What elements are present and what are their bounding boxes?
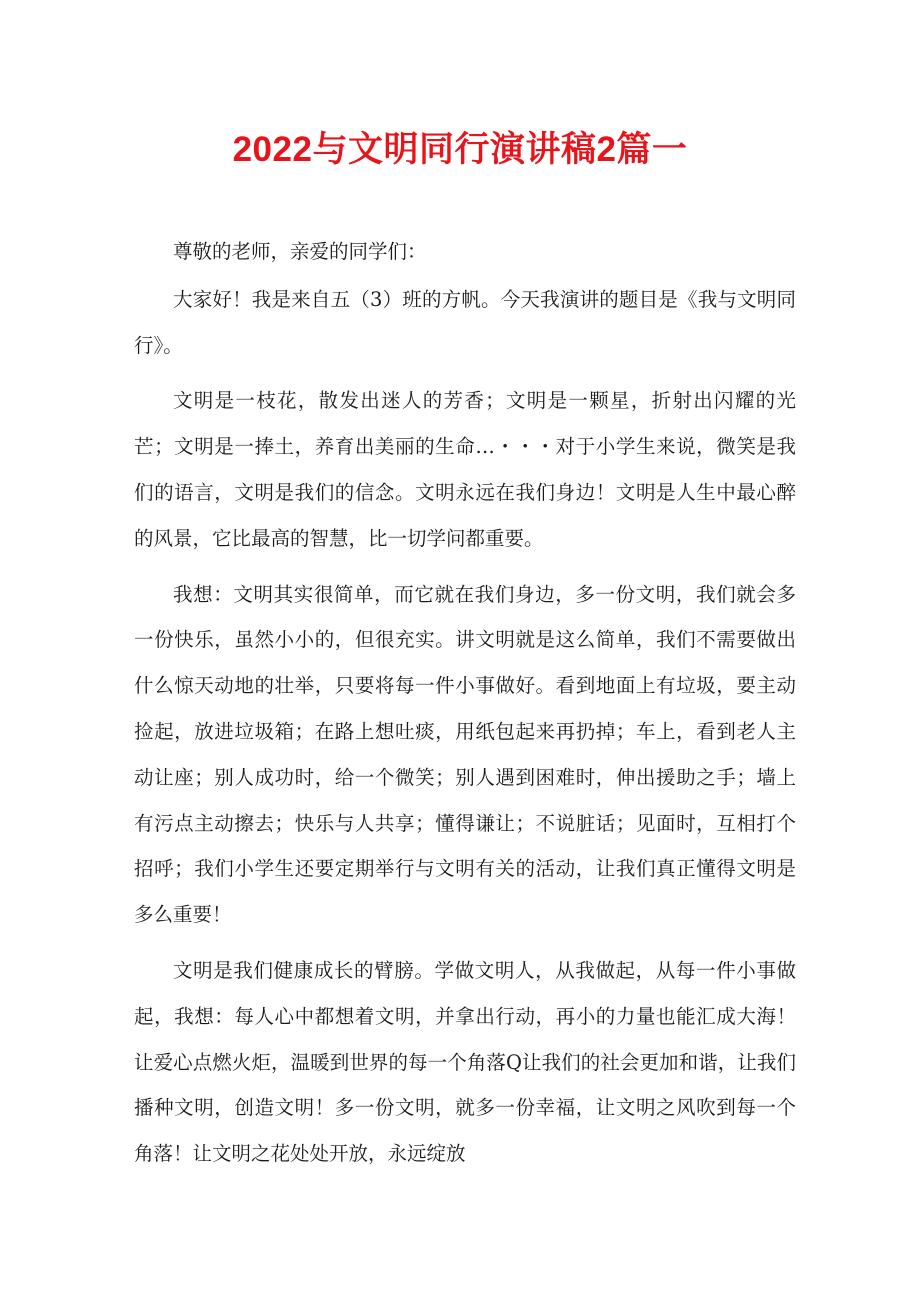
salutation-paragraph: 尊敬的老师，亲爱的同学们： — [173, 240, 427, 263]
paragraph-gap — [134, 562, 796, 572]
body-paragraph-1: 文明是一枝花，散发出迷人的芳香；文明是一颗星，折射出闪耀的光芒；文明是一捧土，养育出美丽的生命…・・・对于小学生来说，微笑是我们的语言，文明是我们的信念。文明永远在我们身边！文明是人生中最心醉的风景，它比最高的智慧，比一切学问都重要。 — [134, 389, 796, 550]
body-paragraph-3: 文明是我们健康成长的臂膀。学做文明人，从我做起，从每一件小事做起，我想：每人心中都想着文明，并拿出行动，再小的力量也能汇成大海！让爱心点燃火炬，温暖到世界的每一个角落Q让我们的社会更加和谐，让我们播种文明，创造文明！多一份文明，就多一份幸福，让文明之风吹到每一个角落！让文明之花处处开放，永远绽放 — [134, 958, 796, 1166]
body-paragraph-2: 我想：文明其实很简单，而它就在我们身边，多一份文明，我们就会多一份快乐，虽然小小的，但很充实。讲文明就是这么简单，我们不需要做出什么惊天动地的壮举，只要将每一件小事做好。看到地面上有垃圾，要主动捡起，放进垃圾箱；在路上想吐痰，用纸包起来再扔掉；车上，看到老人主动让座；别人成功时，给一个微笑；别人遇到困难时，伸出援助之手；墙上有污点主动擦去；快乐与人共享；懂得谦让；不说脏话；见面时，互相打个招呼；我们小学生还要定期举行与文明有关的活动，让我们真正懂得文明是多么重要！ — [134, 582, 796, 927]
document-body — [134, 229, 796, 1177]
intro-paragraph: 大家好！我是来自五（3）班的方帆。今天我演讲的题目是《我与文明同行》。 — [134, 287, 796, 357]
paragraph-gap — [134, 938, 796, 948]
document-title: 2022与文明同行演讲稿2篇一 — [232, 130, 688, 169]
paragraph-gap — [134, 368, 796, 378]
